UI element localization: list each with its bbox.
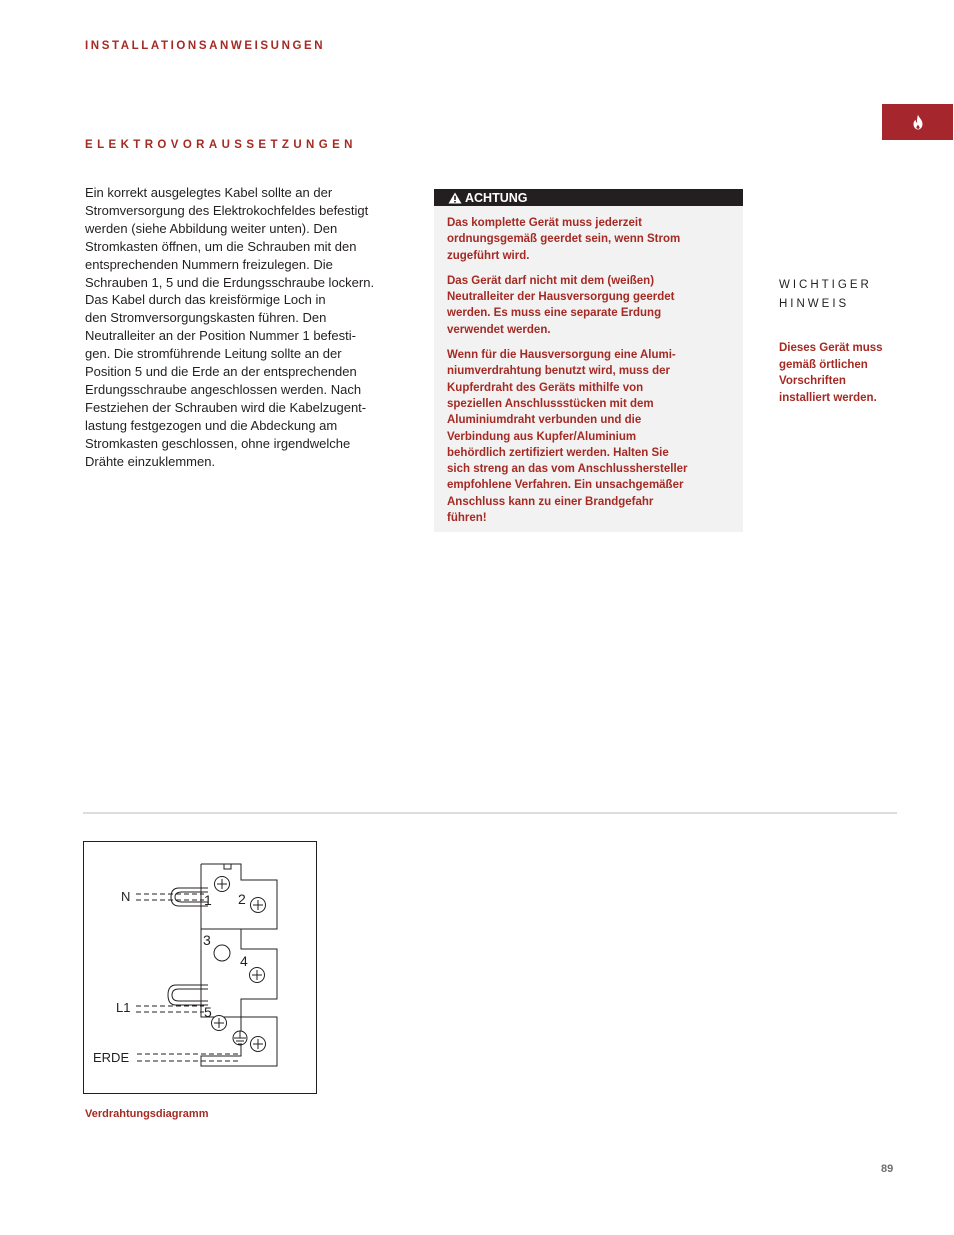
text-line: Neutralleiter an der Position Nummer 1 befesti- xyxy=(85,328,356,344)
divider xyxy=(83,812,897,814)
installation-instructions-text xyxy=(85,184,415,471)
earth-label: ERDE xyxy=(93,1050,130,1065)
important-note-text xyxy=(779,340,883,406)
warning-triangle-icon xyxy=(448,192,462,204)
terminal-number-2: 2 xyxy=(238,891,246,907)
text-line: entsprechenden Nummern freizulegen. Die xyxy=(85,256,333,272)
caution-box xyxy=(434,189,743,532)
flame-icon xyxy=(912,114,924,130)
screw-terminal-5 xyxy=(212,1016,227,1031)
caution-line: Neutralleiter der Hausversorgung geerdet xyxy=(447,291,675,304)
wiring-diagram xyxy=(83,841,317,1094)
caution-line: sich streng an das vom Anschlusshersteller xyxy=(447,463,688,476)
note-line: Dieses Gerät muss xyxy=(779,342,883,354)
caution-paragraph xyxy=(447,273,733,338)
caution-line: niumverdrahtung benutzt wird, muss der xyxy=(447,365,670,378)
caution-line: zugeführt wird. xyxy=(447,249,530,262)
text-line: den Stromversorgungskasten führen. Den xyxy=(85,310,327,326)
caution-line: speziellen Anschlussstücken mit dem xyxy=(447,397,654,410)
text-line: Stromkasten öffnen, um die Schrauben mit den xyxy=(85,238,357,254)
note-title-line: WICHTIGER xyxy=(779,279,872,291)
caution-line: Verbindung aus Kupfer/Aluminium xyxy=(447,430,637,443)
caution-label: ACHTUNG xyxy=(465,190,528,205)
text-line: Das Kabel durch das kreisförmige Loch in xyxy=(85,292,326,308)
text-line: Ein korrekt ausgelegtes Kabel sollte an der xyxy=(85,185,333,200)
screw-terminal-top xyxy=(215,877,230,892)
screw-terminal-6 xyxy=(251,1037,266,1052)
caution-line: Das Gerät darf nicht mit dem (weißen) xyxy=(447,274,655,287)
text-line: Schrauben 1, 5 und die Erdungsschraube lockern. xyxy=(85,274,375,290)
terminal-number-3: 3 xyxy=(203,932,211,948)
caution-line: empfohlene Verfahren. Ein unsachgemäßer xyxy=(447,479,684,492)
text-line: Stromversorgung des Elektrokochfeldes befestigt xyxy=(85,202,369,218)
text-line: lastung festgezogen und die Abdeckung am xyxy=(85,417,338,433)
neutral-lug xyxy=(171,888,208,906)
live-lug xyxy=(168,985,208,1005)
note-title-line: HINWEIS xyxy=(779,297,850,310)
text-line: gen. Die stromführende Leitung sollte an der xyxy=(85,346,342,362)
caution-line: Wenn für die Hausversorgung eine Alumi- xyxy=(447,349,676,362)
text-line: Drähte einzuklemmen. xyxy=(85,453,216,469)
live-label: L1 xyxy=(116,1000,131,1015)
neutral-label: N xyxy=(121,889,131,904)
caution-line: verwendet werden. xyxy=(447,323,551,336)
hole-terminal-3 xyxy=(214,945,230,961)
caution-paragraph xyxy=(447,347,733,526)
caution-line: ordnungsgemäß geerdet sein, wenn Strom xyxy=(447,233,681,246)
note-line: Vorschriften xyxy=(779,375,846,387)
caution-line: Das komplette Gerät muss jederzeit xyxy=(447,217,642,229)
running-header: INSTALLATIONSANWEISUNGEN xyxy=(85,40,326,52)
ground-symbol-icon xyxy=(233,1031,247,1045)
caution-line: Aluminiumdraht verbunden und die xyxy=(447,414,642,427)
terminal-number-4: 4 xyxy=(240,953,248,969)
diagram-caption: Verdrahtungsdiagramm xyxy=(85,1108,209,1120)
note-line: installiert werden. xyxy=(779,391,877,404)
note-line: gemäß örtlichen xyxy=(779,358,868,371)
section-title: ELEKTROVORAUSSETZUNGEN xyxy=(85,139,357,151)
caution-line: werden. Es muss eine separate Erdung xyxy=(447,307,662,320)
caution-line: Anschluss kann zu einer Brandgefahr xyxy=(447,495,654,508)
page-number: 89 xyxy=(881,1163,894,1175)
caution-line: behördlich zertifiziert werden. Halten Sie xyxy=(447,446,669,459)
text-line: werden (siehe Abbildung weiter unten). Den xyxy=(85,220,338,236)
text-line: Festziehen der Schrauben wird die Kabelzugent- xyxy=(85,399,367,415)
section-tab xyxy=(882,104,953,140)
terminal-number-5: 5 xyxy=(204,1004,212,1020)
caution-line: Kupferdraht des Geräts mithilfe von xyxy=(447,381,644,394)
terminal-number-1: 1 xyxy=(204,892,212,908)
caution-header xyxy=(434,189,743,206)
screw-terminal-2 xyxy=(251,898,266,913)
caution-paragraph xyxy=(447,215,733,264)
caution-line: führen! xyxy=(447,512,487,525)
screw-terminal-4 xyxy=(250,968,265,983)
text-line: Position 5 und die Erde an der entsprechenden xyxy=(85,364,357,380)
important-note-title xyxy=(779,276,872,313)
text-line: Erdungsschraube angeschlossen werden. Nach xyxy=(85,381,362,397)
text-line: Stromkasten geschlossen, ohne irgendwelche xyxy=(85,435,351,451)
